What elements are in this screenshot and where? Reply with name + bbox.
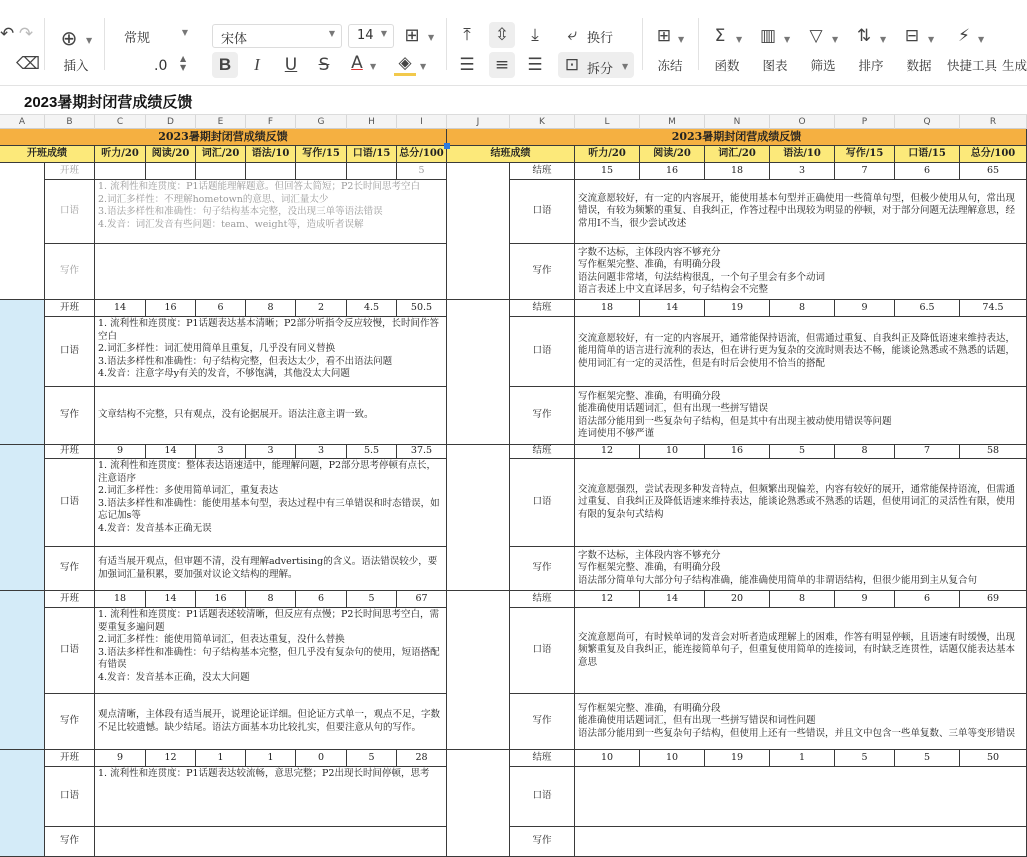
writing-label[interactable]: 写作 xyxy=(510,244,575,300)
student-block-a-4[interactable] xyxy=(0,750,45,857)
open-score-4[interactable]: 1 xyxy=(246,750,296,767)
writing-label[interactable]: 写作 xyxy=(45,827,95,857)
header-close-col-6[interactable]: 口语/15 xyxy=(895,146,960,163)
separator xyxy=(698,18,699,70)
decimal-button[interactable]: .0 xyxy=(154,58,168,74)
writing-label[interactable]: 写作 xyxy=(510,547,575,591)
chevron-down-icon[interactable]: ▼ xyxy=(832,35,839,44)
header-open-col-3[interactable]: 词汇/20 xyxy=(196,146,246,163)
open-score-3[interactable] xyxy=(196,163,246,180)
sort-label[interactable]: 排序 xyxy=(858,58,884,73)
function-icon[interactable]: Σ xyxy=(714,26,726,46)
open-score-4[interactable] xyxy=(246,163,296,180)
close-label[interactable]: 结班 xyxy=(510,163,575,180)
close-score-4[interactable]: 8 xyxy=(770,591,835,608)
chevron-down-icon[interactable]: ▼ xyxy=(978,35,985,44)
column-header-o[interactable]: O xyxy=(770,115,835,129)
close-score-7[interactable]: 69 xyxy=(960,591,1027,608)
open-score-5[interactable] xyxy=(296,163,347,180)
close-score-5[interactable]: 9 xyxy=(835,300,895,317)
selection-handle[interactable] xyxy=(444,143,450,149)
header-open-col-6[interactable]: 口语/15 xyxy=(347,146,397,163)
student-block-a-1[interactable] xyxy=(0,300,45,445)
close-score-4[interactable]: 8 xyxy=(770,300,835,317)
open-score-6[interactable]: 5.5 xyxy=(347,445,397,459)
sort-icon[interactable]: ⇅ xyxy=(856,26,872,46)
column-header-l[interactable]: L xyxy=(575,115,640,129)
column-header-c[interactable]: C xyxy=(95,115,146,129)
align-center-icon[interactable]: ≡ xyxy=(494,55,510,75)
close-writing-feedback[interactable]: 写作框架完整、准确，有明确分段 能准确使用话题词汇，但有出现一些拼写错误和词性问题 语法部分能用到一些复杂句子结构，但使用上还有一些错误，并且文中包含一些单复数、三单等变形错误 xyxy=(575,694,1027,750)
number-style-select[interactable] xyxy=(116,24,194,48)
header-close-col-5[interactable]: 写作/15 xyxy=(835,146,895,163)
font-color-button[interactable]: A xyxy=(351,53,363,73)
font-family-select[interactable] xyxy=(212,24,342,48)
bold-button[interactable]: B xyxy=(218,55,232,74)
toolbar xyxy=(0,0,1027,86)
generate-label[interactable]: 生成 xyxy=(1002,58,1027,73)
open-score-1[interactable] xyxy=(95,163,146,180)
header-open-col-1[interactable]: 听力/20 xyxy=(95,146,146,163)
chevron-down-icon[interactable]: ▼ xyxy=(736,35,743,44)
open-score-6[interactable]: 5 xyxy=(347,591,397,608)
close-score-3[interactable]: 19 xyxy=(705,300,770,317)
column-header-q[interactable]: Q xyxy=(895,115,960,129)
open-score-7[interactable]: 67 xyxy=(397,591,447,608)
formula-bar xyxy=(0,87,1027,115)
document-title[interactable]: 2023暑期封闭营成绩反馈 xyxy=(24,94,193,111)
underline-button[interactable]: U xyxy=(284,55,298,75)
chevron-down-icon[interactable]: ▼ xyxy=(784,35,791,44)
close-score-6[interactable]: 7 xyxy=(895,445,960,459)
student-block-j-2[interactable] xyxy=(447,445,510,591)
open-score-7[interactable]: 50.5 xyxy=(397,300,447,317)
student-block-j-3[interactable] xyxy=(447,591,510,750)
close-writing-feedback[interactable] xyxy=(575,827,1027,857)
open-speaking-feedback[interactable]: 1. 流利性和连贯度：P1话题能理解题意。但回答太简短；P2长时间思考空白 2.词汇多样性：不理解hometown的意思、词汇量太少 3.语法多样性和准确性：句子结构基本完整，没出现三单等语法错误 4.发音：词汇发音有些问题：team、weight等，造成听者误解 xyxy=(95,180,447,244)
open-writing-feedback[interactable]: 文章结构不完整，只有观点，没有论据展开。语法注意主谓一致。 xyxy=(95,387,447,445)
quick-tools-label[interactable]: 快捷工具 xyxy=(946,58,997,73)
open-writing-feedback[interactable] xyxy=(95,244,447,300)
column-header-i[interactable]: I xyxy=(397,115,447,129)
split-button[interactable]: 拆分 xyxy=(587,62,614,77)
open-label[interactable]: 开班 xyxy=(45,445,95,459)
header-close-col-2[interactable]: 阅读/20 xyxy=(640,146,705,163)
close-score-1[interactable]: 12 xyxy=(575,591,640,608)
student-block-j-0[interactable] xyxy=(447,163,510,300)
open-writing-feedback[interactable]: 观点清晰，主体段有适当展开，说理论证详细。但论证方式单一，观点不足，字数不足比较遗憾。缺少结尾。语法方面基本功比较扎实，但要注意从句的写作。 xyxy=(95,694,447,750)
align-middle-icon[interactable]: ⇳ xyxy=(494,25,510,45)
column-header-d[interactable]: D xyxy=(146,115,196,129)
close-score-4[interactable]: 3 xyxy=(770,163,835,180)
close-score-7[interactable]: 74.5 xyxy=(960,300,1027,317)
header-open-col-2[interactable]: 阅读/20 xyxy=(146,146,196,163)
header-close-col-1[interactable]: 听力/20 xyxy=(575,146,640,163)
open-score-2[interactable]: 14 xyxy=(146,591,196,608)
open-score-2[interactable]: 12 xyxy=(146,750,196,767)
close-speaking-feedback[interactable]: 交流意愿尚可，有时候单词的发音会对听者造成理解上的困难，作答有明显停顿，且语速有时缓慢，出现频繁重复及自我纠正，能连接简单句子，但重复使用简单的连接词，有时缺乏连贯性，话题仅能表达基本意思 xyxy=(575,608,1027,694)
chevron-down-icon[interactable]: ▼ xyxy=(86,36,93,45)
close-score-1[interactable]: 18 xyxy=(575,300,640,317)
close-score-7[interactable]: 58 xyxy=(960,445,1027,459)
open-score-3[interactable]: 3 xyxy=(196,445,246,459)
open-label[interactable]: 开班 xyxy=(45,750,95,767)
column-header-j[interactable]: J xyxy=(447,115,510,129)
open-score-2[interactable]: 14 xyxy=(146,445,196,459)
close-score-4[interactable]: 1 xyxy=(770,750,835,767)
border-icon[interactable]: ⊞ xyxy=(404,25,420,46)
separator xyxy=(44,18,45,70)
column-header-h[interactable]: H xyxy=(347,115,397,129)
chevron-down-icon[interactable]: ▼ xyxy=(420,62,427,71)
close-score-6[interactable]: 6 xyxy=(895,163,960,180)
merge-icon[interactable]: ⊡ xyxy=(564,55,580,75)
speaking-label[interactable]: 口语 xyxy=(45,459,95,547)
separator xyxy=(642,18,643,70)
open-score-5[interactable]: 2 xyxy=(296,300,347,317)
open-score-2[interactable]: 16 xyxy=(146,300,196,317)
header-open-col-7[interactable]: 总分/100 xyxy=(397,146,447,163)
close-score-1[interactable]: 10 xyxy=(575,750,640,767)
close-score-5[interactable]: 7 xyxy=(835,163,895,180)
student-block-j-4[interactable] xyxy=(447,750,510,857)
align-right-icon[interactable]: ☰ xyxy=(527,55,543,75)
open-writing-feedback[interactable]: 有适当展开观点，但审题不清，没有理解advertising的含义。语法错误较少，要加强词汇量积累，要加强对议论文结构的理解。 xyxy=(95,547,447,591)
open-score-7[interactable]: 5 xyxy=(397,163,447,180)
filter-label[interactable]: 筛选 xyxy=(810,58,836,73)
number-style-value: 常规 xyxy=(124,31,151,46)
close-score-3[interactable]: 20 xyxy=(705,591,770,608)
writing-label[interactable]: 写作 xyxy=(510,387,575,445)
header-open-col-4[interactable]: 语法/10 xyxy=(246,146,296,163)
close-score-3[interactable]: 18 xyxy=(705,163,770,180)
data-label[interactable]: 数据 xyxy=(906,58,932,73)
column-header-r[interactable]: R xyxy=(960,115,1027,129)
open-score-1[interactable]: 18 xyxy=(95,591,146,608)
speaking-label[interactable]: 口语 xyxy=(510,180,575,244)
separator xyxy=(104,18,105,70)
column-header-m[interactable]: M xyxy=(640,115,705,129)
speaking-label[interactable]: 口语 xyxy=(45,317,95,387)
close-label[interactable]: 结班 xyxy=(510,591,575,608)
open-label[interactable]: 开班 xyxy=(45,163,95,180)
close-score-5[interactable]: 5 xyxy=(835,750,895,767)
chevron-down-icon[interactable]: ▼ xyxy=(622,62,629,71)
student-block-a-2[interactable] xyxy=(0,445,45,591)
open-score-3[interactable]: 6 xyxy=(196,300,246,317)
fill-color-icon[interactable]: ◈ xyxy=(394,53,416,76)
open-score-5[interactable]: 0 xyxy=(296,750,347,767)
header-open-score[interactable]: 开班成绩 xyxy=(0,146,95,163)
close-score-1[interactable]: 12 xyxy=(575,445,640,459)
close-label[interactable]: 结班 xyxy=(510,750,575,767)
freeze-icon[interactable]: ⊞ xyxy=(656,26,672,46)
open-speaking-feedback[interactable]: 1. 流利性和连贯度：P1话题表达基本清晰；P2部分听指令反应较慢，长时间作答空白 2.词汇多样性：词汇使用简单且重复，几乎没有同义替换 3.语法多样性和准确性：句子结构完整，但表达太少，看不出语法问题 4.发音：注意字母y有关的发音，不够饱满，其他没太大问题 xyxy=(95,317,447,387)
speaking-label[interactable]: 口语 xyxy=(510,608,575,694)
close-speaking-feedback[interactable] xyxy=(575,767,1027,827)
close-speaking-feedback[interactable]: 交流意愿较好，有一定的内容展开，通常能保持语流，但需通过重复、自我纠正及降低语速来维持表达，能用简单的语言进行流利的表达，但在讲行更为复杂的交流时则表达不畅，能谈论熟悉或不熟悉的话题，使用词汇有一定的灵活性，但是有时后会使用不恰当的搭配 xyxy=(575,317,1027,387)
open-score-4[interactable]: 8 xyxy=(246,300,296,317)
open-score-1[interactable]: 9 xyxy=(95,750,146,767)
header-close-col-7[interactable]: 总分/100 xyxy=(960,146,1027,163)
font-size-value: 14 xyxy=(357,28,374,43)
open-score-4[interactable]: 8 xyxy=(246,591,296,608)
close-speaking-feedback[interactable]: 交流意愿较好，有一定的内容展开，能使用基本句型并正确使用一些简单句型，但极少使用从句，常出现错误，有较为频繁的重复、自我纠正，作答过程中出现较为明显的停顿，对于部分问题无法理解意思，经常用I不当，很少尝试改述 xyxy=(575,180,1027,244)
close-writing-feedback[interactable]: 字数不达标，主体段内容不够充分 写作框架完整、准确，有明确分段 语法部分简单句大部分句子结构准确，能准确使用简单的非谓语结构，但很少能用到主从复合句 xyxy=(575,547,1027,591)
student-block-j-1[interactable] xyxy=(447,300,510,445)
open-score-6[interactable]: 5 xyxy=(347,750,397,767)
insert-icon[interactable]: ⊕ xyxy=(60,26,78,50)
open-score-6[interactable] xyxy=(347,163,397,180)
open-score-5[interactable]: 6 xyxy=(296,591,347,608)
column-header-a[interactable]: A xyxy=(0,115,45,129)
open-speaking-feedback[interactable]: 1. 流利性和连贯度：P1话题表达较流畅，意思完整；P2出现长时间停顿，思考 xyxy=(95,767,447,827)
column-header-e[interactable]: E xyxy=(196,115,246,129)
writing-label[interactable]: 写作 xyxy=(45,244,95,300)
column-header-f[interactable]: F xyxy=(246,115,296,129)
redo-icon[interactable]: ↷ xyxy=(18,24,34,44)
close-label[interactable]: 结班 xyxy=(510,300,575,317)
chevron-down-icon: ▼ xyxy=(181,28,188,37)
open-score-3[interactable]: 1 xyxy=(196,750,246,767)
open-score-1[interactable]: 14 xyxy=(95,300,146,317)
close-score-3[interactable]: 19 xyxy=(705,750,770,767)
open-score-5[interactable]: 3 xyxy=(296,445,347,459)
open-speaking-feedback[interactable]: 1. 流利性和连贯度：P1话题表述较清晰，但反应有点慢；P2长时间思考空白，需要重复多遍问题 2.词汇多样性：能使用简单词汇，但表达重复，没什么替换 3.语法多样性和准确性：句子结构基本完整，但几乎没有复杂句的使用，短语搭配有错误 4.发音：发音基本正确，没太大问题 xyxy=(95,608,447,694)
chart-label[interactable]: 图表 xyxy=(762,58,788,73)
writing-label[interactable]: 写作 xyxy=(510,827,575,857)
header-open-col-5[interactable]: 写作/15 xyxy=(296,146,347,163)
close-writing-feedback[interactable]: 字数不达标，主体段内容不够充分 写作框架完整、准确，有明确分段 语法问题非常堵，句法结构很乱，一个句子里会有多个动词 语言表述上中文直译居多，句子结构会不完整 xyxy=(575,244,1027,300)
close-score-6[interactable]: 5 xyxy=(895,750,960,767)
header-close-col-3[interactable]: 词汇/20 xyxy=(705,146,770,163)
speaking-label[interactable]: 口语 xyxy=(45,608,95,694)
quick-tools-icon[interactable]: ⚡ xyxy=(958,26,970,46)
open-speaking-feedback[interactable]: 1. 流利性和连贯度：整体表达语速适中，能理解问题，P2部分思考停顿有点长，注意语序 2.词汇多样性：多使用简单词汇，重复表达 3.语法多样性和准确性：能使用基本句型，表达过程中有三单错误和时态错误，如忘记加s等 4.发音：发音基本正确无误 xyxy=(95,459,447,547)
writing-label[interactable]: 写作 xyxy=(510,694,575,750)
speaking-label[interactable]: 口语 xyxy=(45,767,95,827)
data-icon[interactable]: ⊟ xyxy=(904,26,920,46)
stepper-icon[interactable]: ▲ ▼ xyxy=(180,54,187,72)
open-score-2[interactable] xyxy=(146,163,196,180)
close-score-7[interactable]: 50 xyxy=(960,750,1027,767)
column-header-bar xyxy=(0,115,1027,129)
insert-label[interactable]: 插入 xyxy=(63,58,89,73)
close-score-5[interactable]: 8 xyxy=(835,445,895,459)
open-label[interactable]: 开班 xyxy=(45,591,95,608)
open-score-6[interactable]: 4.5 xyxy=(347,300,397,317)
chevron-down-icon: ▼ xyxy=(380,29,387,38)
filter-icon[interactable]: ▽ xyxy=(809,26,823,46)
align-bottom-icon[interactable]: ⤓ xyxy=(531,25,539,45)
writing-label[interactable]: 写作 xyxy=(45,694,95,750)
open-writing-feedback[interactable] xyxy=(95,827,447,857)
close-score-6[interactable]: 6 xyxy=(895,591,960,608)
close-writing-feedback[interactable]: 写作框架完整、准确，有明确分段 能准确使用话题词汇，但有出现一些拼写错误 语法部分能用到一些复杂句子结构，但是其中有出现主被动使用错误等问题 连词使用不够严谨 xyxy=(575,387,1027,445)
close-score-2[interactable]: 16 xyxy=(640,163,705,180)
speaking-label[interactable]: 口语 xyxy=(45,180,95,244)
italic-button[interactable]: I xyxy=(254,55,260,74)
separator xyxy=(446,18,447,70)
close-score-4[interactable]: 5 xyxy=(770,445,835,459)
close-score-3[interactable]: 16 xyxy=(705,445,770,459)
writing-label[interactable]: 写作 xyxy=(45,387,95,445)
close-score-2[interactable]: 10 xyxy=(640,750,705,767)
freeze-label[interactable]: 冻结 xyxy=(657,58,683,73)
close-score-2[interactable]: 14 xyxy=(640,591,705,608)
speaking-label[interactable]: 口语 xyxy=(510,767,575,827)
close-score-6[interactable]: 6.5 xyxy=(895,300,960,317)
wrap-icon[interactable]: ⤶ xyxy=(567,25,577,45)
student-block-a-0[interactable] xyxy=(0,163,45,300)
undo-icon[interactable]: ↶ xyxy=(0,24,15,44)
close-score-5[interactable]: 9 xyxy=(835,591,895,608)
sheet-title-left[interactable]: 2023暑期封闭营成绩反馈 xyxy=(0,129,447,146)
close-score-2[interactable]: 10 xyxy=(640,445,705,459)
close-score-2[interactable]: 14 xyxy=(640,300,705,317)
column-header-p[interactable]: P xyxy=(835,115,895,129)
chevron-down-icon[interactable]: ▼ xyxy=(678,35,685,44)
open-score-3[interactable]: 16 xyxy=(196,591,246,608)
eraser-icon[interactable]: ⌫ xyxy=(16,54,41,74)
header-close-col-4[interactable]: 语法/10 xyxy=(770,146,835,163)
writing-label[interactable]: 写作 xyxy=(45,547,95,591)
column-header-n[interactable]: N xyxy=(705,115,770,129)
spreadsheet-grid xyxy=(0,129,1027,847)
chevron-down-icon[interactable]: ▼ xyxy=(428,33,435,42)
column-header-g[interactable]: G xyxy=(296,115,347,129)
strikethrough-button[interactable]: S xyxy=(318,55,330,75)
chevron-down-icon[interactable]: ▼ xyxy=(370,62,377,71)
speaking-label[interactable]: 口语 xyxy=(510,459,575,547)
font-family-value: 宋体 xyxy=(221,32,248,47)
sheet-title-right[interactable]: 2023暑期封闭营成绩反馈 xyxy=(447,129,1027,146)
function-label[interactable]: 函数 xyxy=(714,58,740,73)
column-header-b[interactable]: B xyxy=(45,115,95,129)
font-size-select[interactable] xyxy=(348,24,394,48)
align-top-icon[interactable]: ⤒ xyxy=(463,25,471,45)
chevron-down-icon[interactable]: ▼ xyxy=(880,35,887,44)
align-left-icon[interactable]: ☰ xyxy=(459,55,475,75)
open-score-7[interactable]: 37.5 xyxy=(397,445,447,459)
speaking-label[interactable]: 口语 xyxy=(510,317,575,387)
chart-icon[interactable]: ▥ xyxy=(759,26,777,46)
open-label[interactable]: 开班 xyxy=(45,300,95,317)
wrap-button[interactable]: 换行 xyxy=(587,31,614,46)
close-speaking-feedback[interactable]: 交流意愿强烈，尝试表现多种发音特点，但频繁出现偏差，内容有较好的展开，通常能保持语流，但需通过重复、自我纠正及降低语速来维持表达，能谈论熟悉或不熟悉的话题，但使用词汇的灵活性有限，使用有限的复杂句式结构 xyxy=(575,459,1027,547)
open-score-4[interactable]: 3 xyxy=(246,445,296,459)
column-header-k[interactable]: K xyxy=(510,115,575,129)
close-score-1[interactable]: 15 xyxy=(575,163,640,180)
close-score-7[interactable]: 65 xyxy=(960,163,1027,180)
student-block-a-3[interactable] xyxy=(0,591,45,750)
open-score-1[interactable]: 9 xyxy=(95,445,146,459)
close-label[interactable]: 结班 xyxy=(510,445,575,459)
header-close-score[interactable]: 结班成绩 xyxy=(447,146,575,163)
open-score-7[interactable]: 28 xyxy=(397,750,447,767)
chevron-down-icon: ▼ xyxy=(328,29,335,38)
chevron-down-icon[interactable]: ▼ xyxy=(928,35,935,44)
